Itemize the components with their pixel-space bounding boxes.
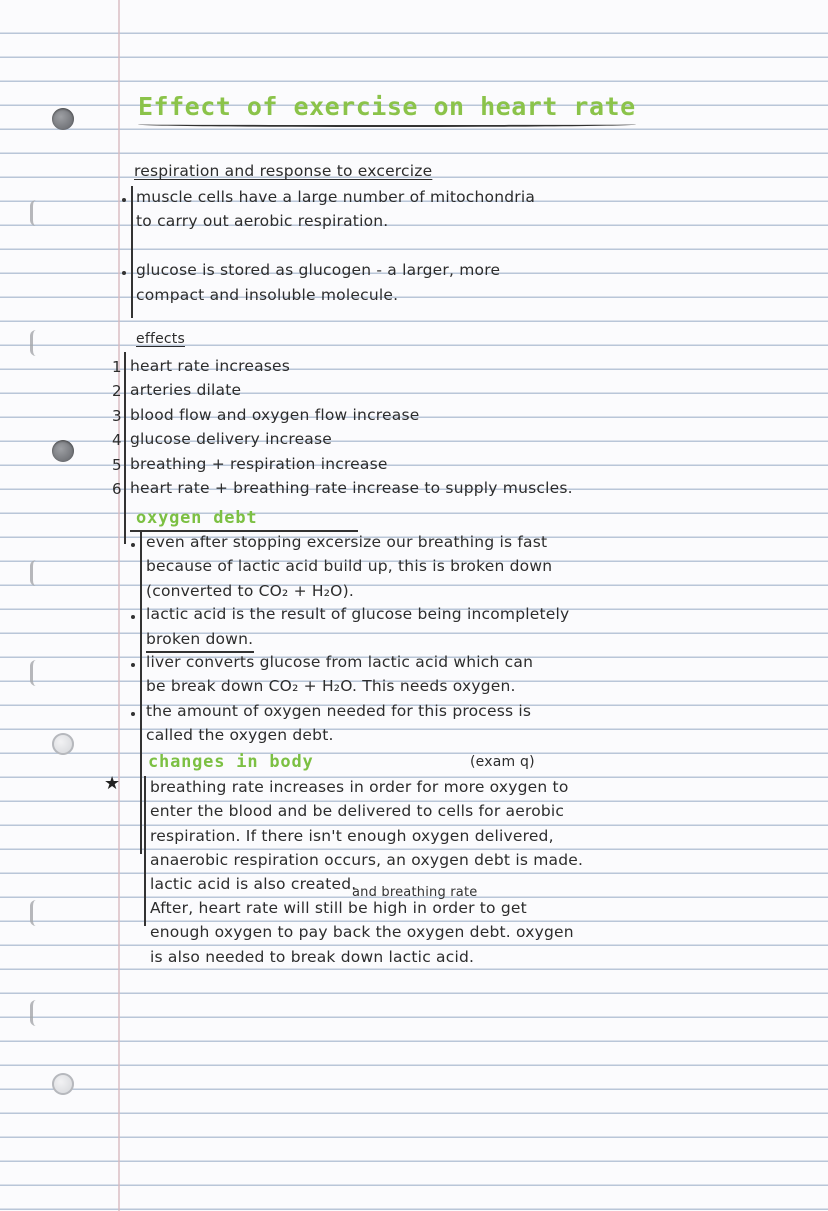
binder-hole — [52, 440, 74, 462]
note-line: glucose is stored as glucogen - a larger, more — [136, 261, 501, 279]
note-line: to carry out aerobic respiration. — [136, 212, 389, 230]
effect-number: 6 — [112, 480, 122, 498]
note-line: even after stopping excersize our breathing is fast — [146, 533, 548, 551]
oxygen-debt-heading: oxygen debt — [136, 508, 258, 528]
note-line: lactic acid is the result of glucose being incompletely — [146, 605, 570, 623]
binder-hole — [52, 108, 74, 130]
effect-number: 4 — [112, 431, 122, 449]
effect-item: arteries dilate — [130, 381, 242, 399]
note-line: enough oxygen to pay back the oxygen debt. oxygen — [150, 923, 574, 941]
note-line: because of lactic acid build up, this is broken down — [146, 557, 553, 575]
exam-note: (exam q) — [470, 754, 535, 770]
effect-number: 5 — [112, 456, 122, 474]
effect-item: breathing + respiration increase — [130, 455, 388, 473]
binder-hole — [52, 1073, 74, 1095]
bullet — [122, 271, 126, 275]
note-line: lactic acid is also created. — [150, 875, 357, 893]
heading-underline — [130, 530, 358, 532]
note-line: (converted to CO₂ + H₂O). — [146, 582, 354, 600]
inserted-note: and breathing rate — [352, 885, 478, 900]
star-icon: ★ — [104, 773, 121, 794]
note-line: breathing rate increases in order for more oxygen to — [150, 778, 569, 796]
binder-hole — [52, 733, 74, 755]
effects-heading: effects — [136, 331, 185, 347]
changes-heading: changes in body — [148, 752, 314, 772]
ring-mark — [30, 1000, 47, 1026]
margin-line — [118, 0, 120, 1211]
ring-mark — [30, 200, 47, 226]
effect-item: glucose delivery increase — [130, 430, 333, 448]
effects-rule — [124, 352, 126, 544]
note-line: the amount of oxygen needed for this process is — [146, 702, 532, 720]
ring-mark — [30, 330, 47, 356]
bracket-line — [131, 186, 133, 318]
effect-number: 3 — [112, 407, 122, 425]
bullet — [131, 663, 135, 667]
effect-item: heart rate + breathing rate increase to supply muscles. — [130, 479, 573, 497]
bullet — [131, 712, 135, 716]
bullet — [122, 198, 126, 202]
note-line: is also needed to break down lactic acid. — [150, 948, 475, 966]
bracket-line — [140, 532, 142, 854]
page-title: Effect of exercise on heart rate — [138, 92, 636, 121]
ring-mark — [30, 660, 47, 686]
bullet — [131, 615, 135, 619]
note-line: After, heart rate will still be high in order to get — [150, 899, 527, 917]
note-line: anaerobic respiration occurs, an oxygen debt is made. — [150, 851, 584, 869]
note-line: respiration. If there isn't enough oxygen delivered, — [150, 827, 554, 845]
note-line: broken down. — [146, 630, 254, 648]
note-line: liver converts glucose from lactic acid which can — [146, 653, 534, 671]
note-line: be break down CO₂ + H₂O. This needs oxygen. — [146, 677, 516, 695]
note-line: enter the blood and be delivered to cells for aerobic — [150, 802, 565, 820]
effect-item: blood flow and oxygen flow increase — [130, 406, 420, 424]
effect-item: heart rate increases — [130, 357, 291, 375]
ring-mark — [30, 560, 47, 586]
note-line: called the oxygen debt. — [146, 726, 334, 744]
note-line: muscle cells have a large number of mitochondria — [136, 188, 536, 206]
effect-number: 2 — [112, 382, 122, 400]
section-heading: respiration and response to excercize — [134, 162, 433, 180]
bullet — [131, 543, 135, 547]
bracket-line — [144, 776, 146, 926]
effect-number: 1 — [112, 358, 122, 376]
ring-mark — [30, 900, 47, 926]
note-line: compact and insoluble molecule. — [136, 286, 399, 304]
